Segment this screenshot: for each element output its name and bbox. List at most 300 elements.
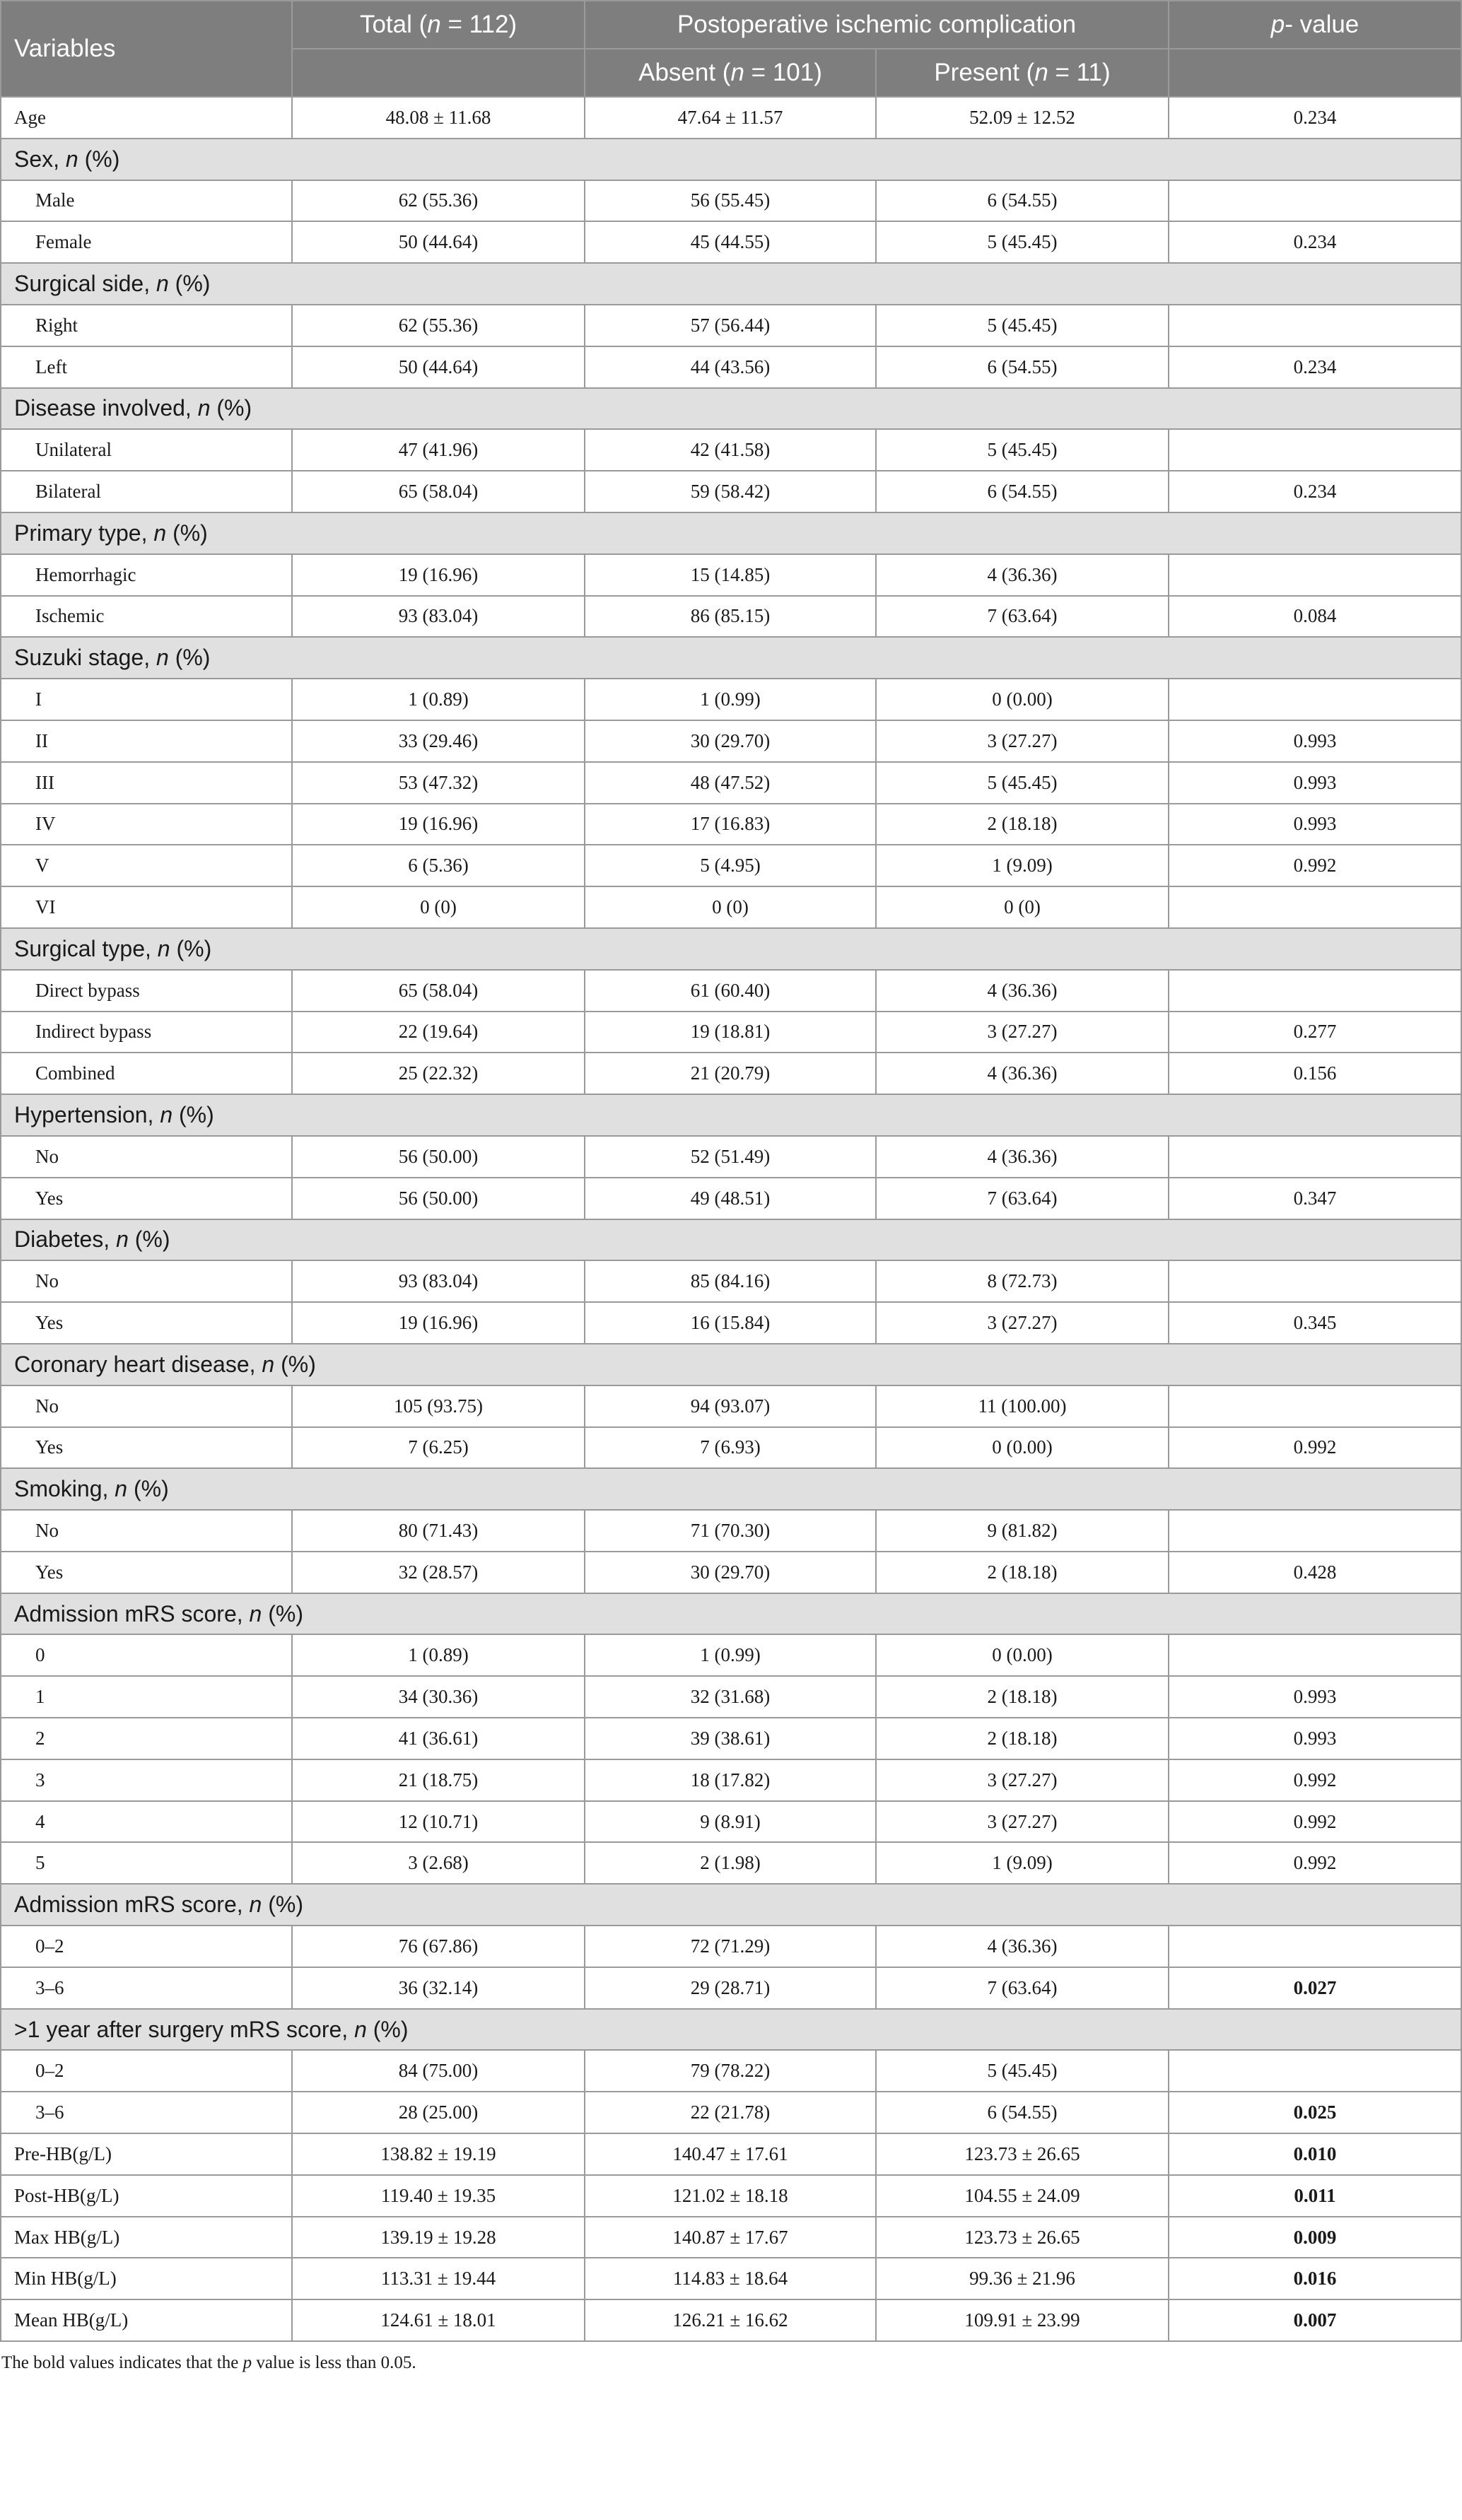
cell-total: 12 (10.71) [292,1801,585,1843]
cell-p-value: 0.025 [1169,2092,1461,2133]
table-row [1,180,1461,222]
section-n: n [116,1226,129,1253]
cell-absent: 18 (17.82) [585,1759,876,1801]
row-label: 3–6 [1,2092,292,2133]
section-n: n [249,1600,262,1627]
cell-p-value: 0.234 [1169,221,1461,263]
cell-p-value: 0.016 [1169,2258,1461,2299]
section-n: n [249,1892,262,1918]
cell-total: 84 (75.00) [292,2050,585,2092]
cell-present: 0 (0.00) [876,1427,1169,1469]
section-n: n [197,395,211,421]
cell-absent: 22 (21.78) [585,2092,876,2133]
row-label: 3–6 [1,1967,292,2009]
cell-absent: 48 (47.52) [585,762,876,804]
cell-present: 6 (54.55) [876,471,1169,512]
cell-absent: 32 (31.68) [585,1676,876,1718]
cell-total: 25 (22.32) [292,1053,585,1094]
table-row [1,1552,1461,1593]
cell-absent: 30 (29.70) [585,1552,876,1593]
cell-p-value [1169,429,1461,471]
cell-total: 76 (67.86) [292,1926,585,1967]
cell-total: 65 (58.04) [292,471,585,512]
table-row [1,1012,1461,1053]
cell-total: 139.19 ± 19.28 [292,2217,585,2258]
cell-total: 113.31 ± 19.44 [292,2258,585,2299]
cell-absent: 85 (84.16) [585,1260,876,1302]
section-row [1,1468,1461,1510]
section-header [1,1219,1461,1261]
cell-present: 4 (36.36) [876,1053,1169,1094]
cell-total: 138.82 ± 19.19 [292,2133,585,2175]
cell-absent: 0 (0) [585,886,876,928]
cell-absent: 9 (8.91) [585,1801,876,1843]
cell-absent: 7 (6.93) [585,1427,876,1469]
cell-absent: 1 (0.99) [585,679,876,720]
table-row [1,762,1461,804]
cell-present: 123.73 ± 26.65 [876,2217,1169,2258]
table-row [1,1718,1461,1759]
section-name: Admission mRS score, [14,1600,250,1627]
section-row [1,1884,1461,1926]
section-name: Surgical side, [14,271,156,297]
table-row [1,886,1461,928]
row-label: Unilateral [1,429,292,471]
section-header [1,1094,1461,1136]
cell-absent: 45 (44.55) [585,221,876,263]
header-variables [1,1,292,97]
cell-absent: 140.87 ± 17.67 [585,2217,876,2258]
cell-total: 36 (32.14) [292,1967,585,2009]
cell-p-value: 0.992 [1169,1759,1461,1801]
cell-total: 3 (2.68) [292,1842,585,1884]
cell-p-value: 0.007 [1169,2299,1461,2341]
cell-present: 99.36 ± 21.96 [876,2258,1169,2299]
cell-total: 6 (5.36) [292,845,585,886]
cell-p-value: 0.010 [1169,2133,1461,2175]
table-row [1,1302,1461,1344]
section-header [1,139,1461,180]
cell-absent: 52 (51.49) [585,1136,876,1178]
section-header [1,637,1461,679]
cell-absent: 56 (55.45) [585,180,876,222]
table-row [1,1759,1461,1801]
row-label: 4 [1,1801,292,1843]
cell-total: 53 (47.32) [292,762,585,804]
section-name: Hypertension, [14,1102,160,1128]
cell-total: 62 (55.36) [292,305,585,346]
header-total-n: n [427,11,441,38]
cell-total: 19 (16.96) [292,804,585,845]
cell-present: 4 (36.36) [876,554,1169,596]
cell-total: 93 (83.04) [292,1260,585,1302]
cell-absent: 114.83 ± 18.64 [585,2258,876,2299]
table-row [1,970,1461,1012]
table-row [1,1926,1461,1967]
row-label: No [1,1136,292,1178]
table-row [1,2299,1461,2341]
cell-p-value [1169,554,1461,596]
cell-p-value: 0.993 [1169,1718,1461,1759]
section-unit: (%) [170,935,212,961]
cell-absent: 140.47 ± 17.61 [585,2133,876,2175]
cell-absent: 72 (71.29) [585,1926,876,1967]
row-label: 2 [1,1718,292,1759]
section-name: Admission mRS score, [14,1892,250,1918]
header-absent-suffix: = 101) [744,59,822,86]
cell-p-value [1169,1634,1461,1676]
table-header [1,1,1461,97]
section-n: n [354,2016,367,2042]
row-label: Indirect bypass [1,1012,292,1053]
footnote-prefix: The bold values indicates that the [1,2353,243,2373]
header-pvalue-suffix: - value [1285,11,1359,38]
cell-total: 80 (71.43) [292,1510,585,1552]
section-name: >1 year after surgery mRS score, [14,2016,355,2042]
section-unit: (%) [168,645,211,671]
cell-total: 32 (28.57) [292,1552,585,1593]
section-n: n [157,935,170,961]
cell-total: 28 (25.00) [292,2092,585,2133]
cell-total: 124.61 ± 18.01 [292,2299,585,2341]
section-row [1,1593,1461,1635]
section-n: n [65,146,78,172]
cell-absent: 5 (4.95) [585,845,876,886]
cell-p-value: 0.993 [1169,762,1461,804]
cell-total: 119.40 ± 19.35 [292,2175,585,2217]
table-row [1,221,1461,263]
row-label: Ischemic [1,596,292,638]
section-name: Diabetes, [14,1226,117,1253]
cell-total: 56 (50.00) [292,1178,585,1219]
cell-total: 7 (6.25) [292,1427,585,1469]
cell-present: 5 (45.45) [876,305,1169,346]
cell-p-value: 0.156 [1169,1053,1461,1094]
row-label: Yes [1,1427,292,1469]
row-label: Bilateral [1,471,292,512]
table-row [1,845,1461,886]
cell-present: 3 (27.27) [876,1759,1169,1801]
section-unit: (%) [274,1351,316,1377]
table-row [1,429,1461,471]
section-header [1,1884,1461,1926]
row-label: II [1,720,292,762]
cell-absent: 86 (85.15) [585,596,876,638]
cell-absent: 21 (20.79) [585,1053,876,1094]
section-unit: (%) [78,146,120,172]
cell-p-value: 0.428 [1169,1552,1461,1593]
cell-present: 3 (27.27) [876,1302,1169,1344]
cell-p-value: 0.992 [1169,845,1461,886]
table-row [1,97,1461,139]
cell-p-value [1169,2050,1461,2092]
cell-total: 65 (58.04) [292,970,585,1012]
cell-present: 7 (63.64) [876,1178,1169,1219]
section-name: Smoking, [14,1476,115,1502]
cell-present: 6 (54.55) [876,2092,1169,2133]
cell-p-value: 0.277 [1169,1012,1461,1053]
cell-total: 93 (83.04) [292,596,585,638]
section-unit: (%) [210,395,252,421]
section-header [1,388,1461,430]
table-row [1,596,1461,638]
section-unit: (%) [168,271,211,297]
section-name: Sex, [14,146,66,172]
row-label: I [1,679,292,720]
row-label: No [1,1260,292,1302]
cell-p-value [1169,1385,1461,1427]
row-label: 1 [1,1676,292,1718]
header-present-n: n [1034,59,1048,86]
header-present-suffix: = 11) [1048,59,1111,86]
cell-present: 4 (36.36) [876,970,1169,1012]
header-total-blank [292,49,585,97]
section-header [1,928,1461,970]
cell-total: 47 (41.96) [292,429,585,471]
cell-p-value [1169,886,1461,928]
header-absent-prefix: Absent ( [638,59,731,86]
cell-p-value: 0.992 [1169,1842,1461,1884]
section-header [1,263,1461,305]
table-row [1,1801,1461,1843]
cell-total: 50 (44.64) [292,221,585,263]
row-label: IV [1,804,292,845]
section-header [1,1468,1461,1510]
table-row [1,2175,1461,2217]
cell-present: 7 (63.64) [876,596,1169,638]
cell-absent: 79 (78.22) [585,2050,876,2092]
row-label: Post-HB(g/L) [1,2175,292,2217]
row-label: Min HB(g/L) [1,2258,292,2299]
cell-present: 7 (63.64) [876,1967,1169,2009]
section-n: n [156,645,169,671]
section-name: Disease involved, [14,395,198,421]
cell-total: 21 (18.75) [292,1759,585,1801]
section-n: n [160,1102,173,1128]
cell-present: 6 (54.55) [876,180,1169,222]
table-row [1,1842,1461,1884]
cell-absent: 59 (58.42) [585,471,876,512]
table-row [1,1178,1461,1219]
cell-p-value: 0.992 [1169,1427,1461,1469]
cell-present: 5 (45.45) [876,429,1169,471]
section-row [1,2009,1461,2051]
cell-present: 1 (9.09) [876,1842,1169,1884]
header-group-label: Postoperative ischemic complication [677,11,1077,38]
cell-absent: 57 (56.44) [585,305,876,346]
cell-absent: 44 (43.56) [585,346,876,388]
header-variables-label: Variables [14,35,116,62]
section-unit: (%) [172,1102,214,1128]
table-row [1,346,1461,388]
table-row [1,2092,1461,2133]
header-pvalue-blank [1169,49,1461,97]
cell-absent: 15 (14.85) [585,554,876,596]
table-row [1,1260,1461,1302]
cell-p-value: 0.009 [1169,2217,1461,2258]
row-label: 0–2 [1,2050,292,2092]
cell-absent: 49 (48.51) [585,1178,876,1219]
cell-total: 33 (29.46) [292,720,585,762]
row-label: 3 [1,1759,292,1801]
cell-p-value: 0.993 [1169,1676,1461,1718]
section-name: Surgical type, [14,935,158,961]
section-n: n [115,1476,128,1502]
table-row [1,1634,1461,1676]
footnote [0,2353,1462,2373]
cell-p-value [1169,1510,1461,1552]
cell-p-value [1169,1260,1461,1302]
table-row [1,2133,1461,2175]
section-name: Primary type, [14,520,154,546]
cell-present: 6 (54.55) [876,346,1169,388]
cell-total: 62 (55.36) [292,180,585,222]
section-row [1,139,1461,180]
cell-p-value: 0.084 [1169,596,1461,638]
cell-present: 5 (45.45) [876,221,1169,263]
header-pvalue-p: p [1270,11,1285,38]
cell-present: 2 (18.18) [876,1676,1169,1718]
cell-p-value [1169,679,1461,720]
section-unit: (%) [166,520,208,546]
cell-present: 1 (9.09) [876,845,1169,886]
cell-p-value: 0.234 [1169,346,1461,388]
table-row [1,679,1461,720]
table-row [1,1053,1461,1094]
cell-absent: 121.02 ± 18.18 [585,2175,876,2217]
cell-present: 5 (45.45) [876,2050,1169,2092]
table-row [1,720,1461,762]
cell-absent: 126.21 ± 16.62 [585,2299,876,2341]
cell-p-value: 0.993 [1169,720,1461,762]
row-label: VI [1,886,292,928]
section-row [1,512,1461,554]
cell-present: 4 (36.36) [876,1136,1169,1178]
cell-present: 3 (27.27) [876,720,1169,762]
cell-p-value [1169,305,1461,346]
cell-present: 123.73 ± 26.65 [876,2133,1169,2175]
cell-total: 22 (19.64) [292,1012,585,1053]
section-n: n [156,271,169,297]
row-label: Max HB(g/L) [1,2217,292,2258]
row-label: No [1,1510,292,1552]
section-row [1,928,1461,970]
cell-absent: 42 (41.58) [585,429,876,471]
row-label: Hemorrhagic [1,554,292,596]
cell-absent: 71 (70.30) [585,1510,876,1552]
cell-present: 3 (27.27) [876,1801,1169,1843]
cell-present: 2 (18.18) [876,1552,1169,1593]
cell-present: 104.55 ± 24.09 [876,2175,1169,2217]
table-row [1,2050,1461,2092]
row-label: 0–2 [1,1926,292,1967]
cell-absent: 47.64 ± 11.57 [585,97,876,139]
cell-total: 0 (0) [292,886,585,928]
cell-present: 52.09 ± 12.52 [876,97,1169,139]
table-body [1,97,1461,2341]
header-total-suffix: = 112) [440,11,517,38]
header-absent [585,49,876,97]
cell-present: 0 (0) [876,886,1169,928]
row-label: Yes [1,1302,292,1344]
section-unit: (%) [262,1892,303,1918]
table-row [1,471,1461,512]
row-label: Direct bypass [1,970,292,1012]
table-row [1,1427,1461,1469]
cell-total: 50 (44.64) [292,346,585,388]
header-total-prefix: Total ( [359,11,428,38]
header-absent-n: n [730,59,744,86]
cell-present: 109.91 ± 23.99 [876,2299,1169,2341]
section-row [1,1219,1461,1261]
section-n: n [153,520,167,546]
cell-present: 4 (36.36) [876,1926,1169,1967]
cell-p-value: 0.993 [1169,804,1461,845]
table-row [1,1510,1461,1552]
header-group [585,1,1169,49]
section-unit: (%) [128,1226,170,1253]
row-label: Yes [1,1552,292,1593]
header-pvalue [1169,1,1461,49]
cell-present: 2 (18.18) [876,804,1169,845]
section-unit: (%) [262,1600,303,1627]
cell-total: 41 (36.61) [292,1718,585,1759]
section-name: Suzuki stage, [14,645,156,671]
cell-total: 1 (0.89) [292,679,585,720]
cell-total: 1 (0.89) [292,1634,585,1676]
cell-total: 19 (16.96) [292,554,585,596]
cell-present: 2 (18.18) [876,1718,1169,1759]
cell-present: 8 (72.73) [876,1260,1169,1302]
cell-p-value: 0.234 [1169,471,1461,512]
table-row [1,1967,1461,2009]
section-name: Coronary heart disease, [14,1351,262,1377]
section-unit: (%) [127,1476,169,1502]
section-header [1,1593,1461,1635]
cell-absent: 39 (38.61) [585,1718,876,1759]
cell-absent: 61 (60.40) [585,970,876,1012]
table-row [1,2217,1461,2258]
row-label: Combined [1,1053,292,1094]
cell-present: 11 (100.00) [876,1385,1169,1427]
row-label: 5 [1,1842,292,1884]
section-row [1,263,1461,305]
row-label: V [1,845,292,886]
section-row [1,637,1461,679]
section-row [1,1344,1461,1385]
row-label: No [1,1385,292,1427]
cell-total: 105 (93.75) [292,1385,585,1427]
row-label: Mean HB(g/L) [1,2299,292,2341]
table-row [1,1676,1461,1718]
cell-absent: 2 (1.98) [585,1842,876,1884]
section-header [1,1344,1461,1385]
row-label: Left [1,346,292,388]
cell-p-value: 0.011 [1169,2175,1461,2217]
cell-absent: 16 (15.84) [585,1302,876,1344]
table-row [1,1385,1461,1427]
footnote-suffix: value is less than 0.05. [252,2353,416,2373]
cell-p-value: 0.992 [1169,1801,1461,1843]
section-row [1,388,1461,430]
header-row-1 [1,1,1461,49]
cell-p-value [1169,1926,1461,1967]
header-present-prefix: Present ( [934,59,1035,86]
cell-absent: 30 (29.70) [585,720,876,762]
section-unit: (%) [366,2016,409,2042]
cell-p-value: 0.347 [1169,1178,1461,1219]
cell-p-value [1169,970,1461,1012]
